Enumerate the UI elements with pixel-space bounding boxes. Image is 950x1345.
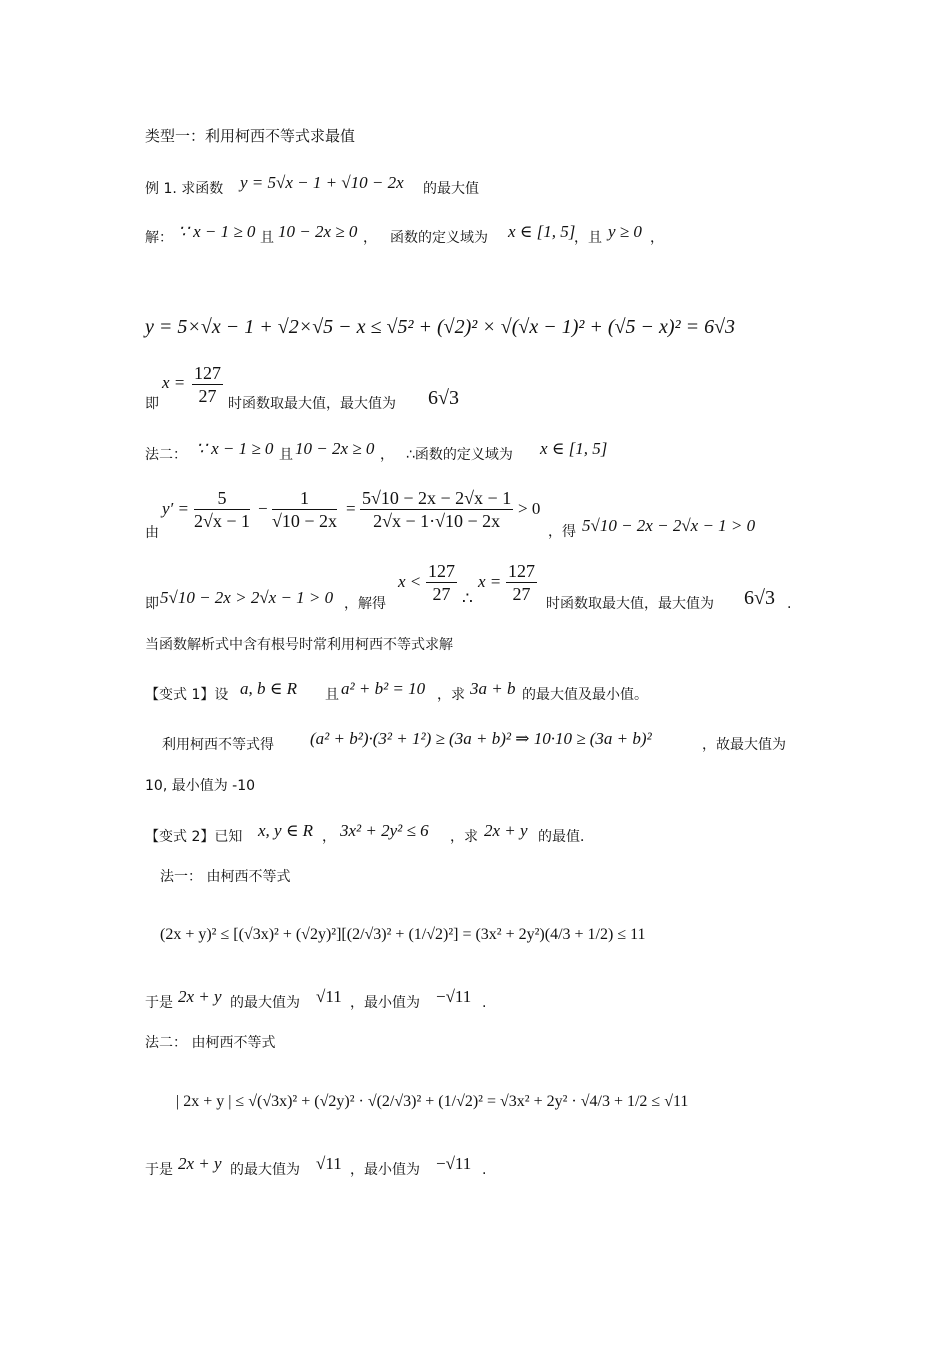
variant-2-method-1-end: . xyxy=(482,995,487,1011)
result-2-x-eq: x = xyxy=(478,572,502,591)
result-1-text: 时函数取最大值，最大值为 xyxy=(228,396,396,412)
derivative-lhs: y′ = xyxy=(162,499,189,518)
solution-domain-text: 函数的定义域为 xyxy=(390,230,488,246)
derivative-f3-denominator: 2√x − 1·√10 − 2x xyxy=(373,511,501,531)
derivative-fraction-1 xyxy=(194,487,250,532)
variant-2-method-2-label: 法二： 由柯西不等式 xyxy=(145,1035,276,1051)
derivative-equals: = xyxy=(346,499,356,518)
method-2-condition-1: ∵ x − 1 ≥ 0 xyxy=(196,439,274,458)
example-1-suffix: 的最大值 xyxy=(423,181,479,197)
result-2-denominator-2: 27 xyxy=(512,584,531,604)
derivative-minus: − xyxy=(258,499,268,518)
variant-1-and: 且 xyxy=(325,687,339,703)
result-2-therefore: ∴ xyxy=(462,589,473,608)
derivative-fraction-3 xyxy=(360,487,513,532)
variant-2-method-1-label: 法一： 由柯西不等式 xyxy=(160,869,291,885)
derivative-f2-numerator: 1 xyxy=(272,487,337,510)
note-text: 当函数解析式中含有根号时常利用柯西不等式求解 xyxy=(145,637,453,653)
method-2-label: 法二： xyxy=(145,447,187,463)
result-1-max: 6√3 xyxy=(428,387,459,409)
variant-1-ab: a, b ∈ R xyxy=(240,679,297,698)
result-2-text: 时函数取最大值，最大值为 xyxy=(546,596,714,612)
derivative-f1-numerator: 5 xyxy=(194,487,250,510)
derivative-f3-numerator: 5√10 − 2x − 2√x − 1 xyxy=(362,488,512,508)
variant-2-qiu: ，求 xyxy=(450,829,478,845)
variant-2-method-2-result-expr: 2x + y xyxy=(178,1154,222,1173)
variant-2-method-2-result-pre: 于是 xyxy=(145,1162,173,1178)
solution-comma: ， xyxy=(363,230,377,246)
variant-2-expr: 2x + y xyxy=(484,821,528,840)
solution-and-2: ，且 xyxy=(574,230,602,246)
solution-label: 解： xyxy=(145,230,173,246)
method-2-domain-text: ∴函数的定义域为 xyxy=(406,447,513,463)
variant-2-comma: ， xyxy=(322,829,336,845)
variant-2-method-1-min-label: ，最小值为 xyxy=(350,995,420,1011)
variant-1-condition: a² + b² = 10 xyxy=(341,679,426,698)
variant-2-method-2-end: . xyxy=(482,1162,487,1178)
variant-2-method-2-result-mid: 的最大值为 xyxy=(230,1162,300,1178)
result-2-fraction-2 xyxy=(506,560,537,605)
variant-2-method-1-result-mid: 的最大值为 xyxy=(230,995,300,1011)
variant-2-suffix: 的最值． xyxy=(538,829,594,845)
derivative-fraction-2 xyxy=(272,487,337,532)
method-2-comma: ， xyxy=(380,447,394,463)
variant-2-method-1-result-expr: 2x + y xyxy=(178,987,222,1006)
result-2-jiede: ，解得 xyxy=(344,596,386,612)
variant-1-solution-end: ，故最大值为 xyxy=(702,737,786,753)
variant-2-method-2-max: √11 xyxy=(316,1154,342,1173)
result-2-ji: 即 xyxy=(145,596,159,612)
variant-2-method-2-min: −√11 xyxy=(436,1154,472,1173)
result-2-x-lt: x < xyxy=(398,572,422,591)
variant-1-solution-text: 利用柯西不等式得 xyxy=(162,737,274,753)
derivative-f1-denominator: 2√x − 1 xyxy=(194,511,251,531)
example-1-function: y = 5√x − 1 + √10 − 2x xyxy=(240,173,404,192)
result-2-denominator-1: 27 xyxy=(432,584,451,604)
variant-2-condition: 3x² + 2y² ≤ 6 xyxy=(340,821,429,840)
derivative-de: ，得 xyxy=(548,524,576,540)
variant-1-expr: 3a + b xyxy=(470,679,516,698)
derivative-gt-zero: > 0 xyxy=(518,499,541,518)
solution-domain: x ∈ [1, 5] xyxy=(508,222,576,241)
result-1-x-eq: x = xyxy=(162,373,186,392)
example-1-label: 例 1. 求函数 xyxy=(145,181,224,197)
variant-2-method-2-inequality: | 2x + y | ≤ √(√3x)² + (√2y)² · √(2/√3)² + (1/√2)² = √3x² + 2y² · √4/3 + 1/2 ≤ √11 xyxy=(176,1093,689,1110)
result-1-numerator: 127 xyxy=(194,363,221,383)
variant-1-result: 10, 最小值为 -10 xyxy=(145,778,256,794)
variant-2-method-1-result-pre: 于是 xyxy=(145,995,173,1011)
result-1-denominator: 27 xyxy=(198,386,217,406)
method-2-and: 且 xyxy=(279,447,293,463)
variant-2-method-2-min-label: ，最小值为 xyxy=(350,1162,420,1178)
variant-1-suffix: 的最大值及最小值。 xyxy=(522,687,648,703)
solution-end: ， xyxy=(650,230,664,246)
result-1-ji: 即 xyxy=(145,396,159,412)
result-1-fraction xyxy=(192,362,223,407)
variant-2-xy: x, y ∈ R xyxy=(258,821,314,840)
method-2-condition-2: 10 − 2x ≥ 0 xyxy=(295,439,375,458)
result-2-max: 6√3 xyxy=(744,587,775,609)
result-2-numerator-2: 127 xyxy=(508,561,535,581)
cauchy-inequality-1: y = 5×√x − 1 + √2×√5 − x ≤ √5² + (√2)² × √(√x − 1)² + (√5 − x)² = 6√3 xyxy=(145,316,736,338)
variant-2-method-1-inequality: (2x + y)² ≤ [(√3x)² + (√2y)²][(2/√3)² + (1/√2)²] = (3x² + 2y²)(4/3 + 1/2) ≤ 11 xyxy=(160,926,646,943)
section-heading: 类型一：利用柯西不等式求最值 xyxy=(145,127,356,145)
method-2-domain: x ∈ [1, 5] xyxy=(540,439,608,458)
variant-1-solution-inequality: (a² + b²)·(3² + 1²) ≥ (3a + b)² ⇒ 10·10 ≥ (3a + b)² xyxy=(310,729,652,748)
result-2-numerator-1: 127 xyxy=(428,561,455,581)
solution-and-1: 且 xyxy=(260,230,274,246)
solution-y-nonneg: y ≥ 0 xyxy=(608,222,642,241)
variant-1-label: 【变式 1】设 xyxy=(145,687,229,703)
derivative-f2-denominator: √10 − 2x xyxy=(272,511,338,531)
variant-2-method-1-max: √11 xyxy=(316,987,342,1006)
derivative-result: 5√10 − 2x − 2√x − 1 > 0 xyxy=(582,516,756,535)
result-2-fraction-1 xyxy=(426,560,457,605)
derivative-you: 由 xyxy=(145,525,159,541)
variant-1-qiu: ，求 xyxy=(437,687,465,703)
variant-2-method-1-min: −√11 xyxy=(436,987,472,1006)
solution-condition-1: ∵ x − 1 ≥ 0 xyxy=(178,222,256,241)
solution-condition-2: 10 − 2x ≥ 0 xyxy=(278,222,358,241)
result-2-inequality: 5√10 − 2x > 2√x − 1 > 0 xyxy=(160,588,334,607)
result-2-dot: . xyxy=(787,596,792,612)
variant-2-label: 【变式 2】已知 xyxy=(145,829,243,845)
